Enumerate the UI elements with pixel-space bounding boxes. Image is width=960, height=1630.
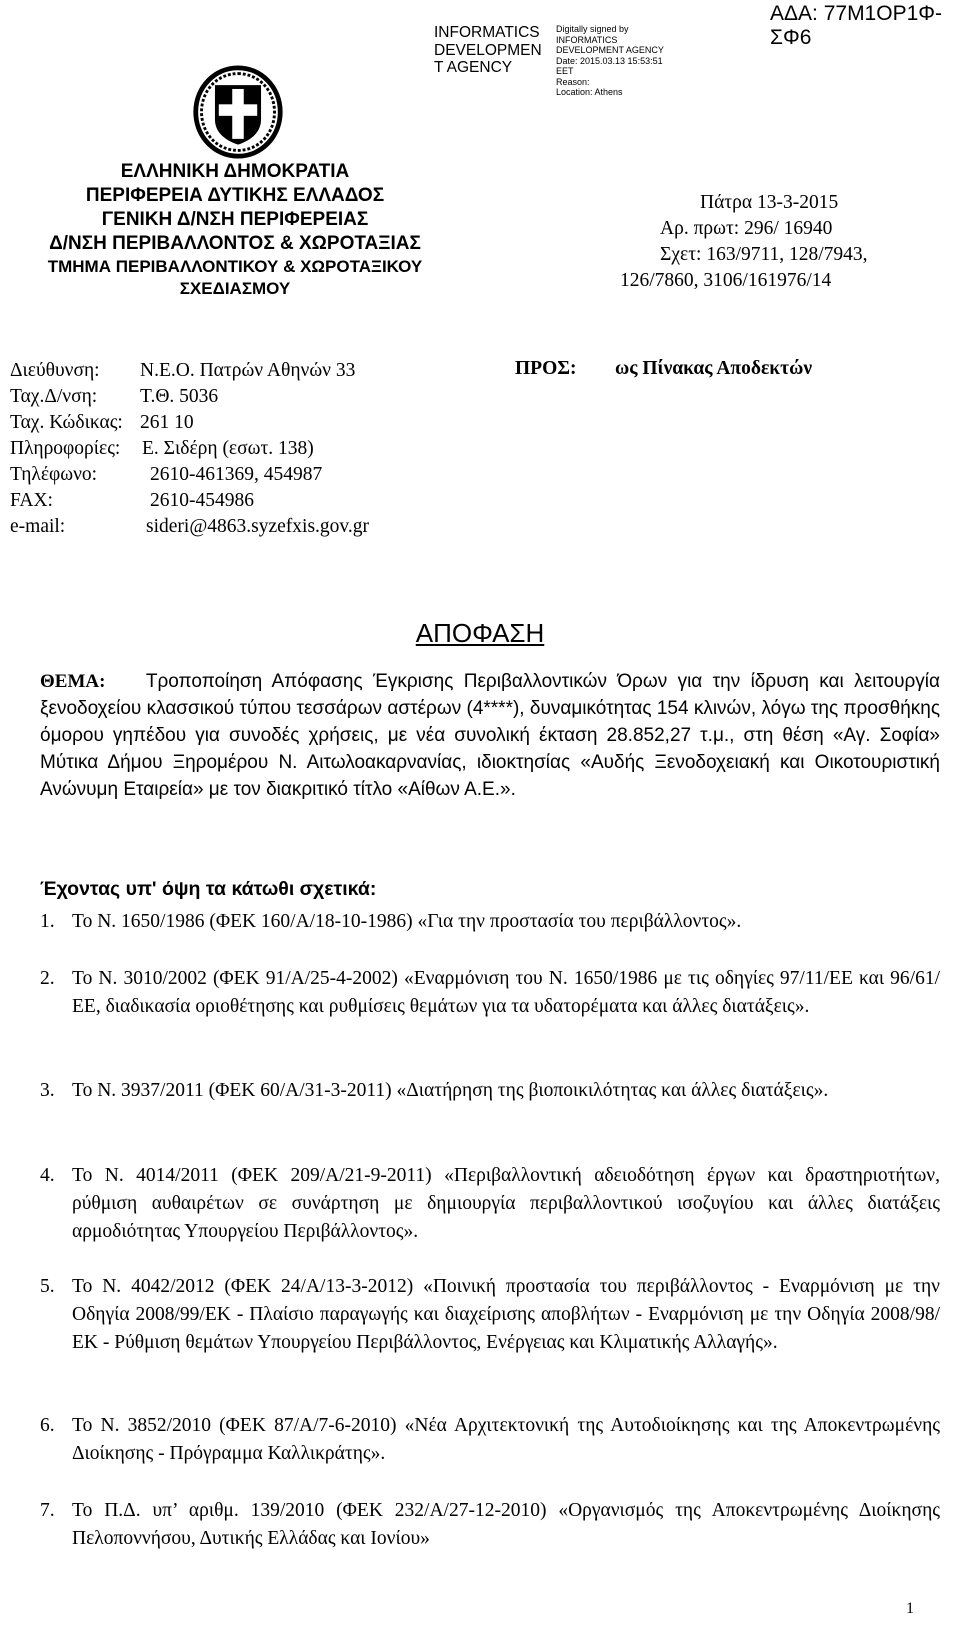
authority-line: ΓΕΝΙΚΗ Δ/ΝΣΗ ΠΕΡΙΦΕΡΕΙΑΣ [101,209,369,230]
authority-line: Δ/ΝΣΗ ΠΕΡΙΒΑΛΛΟΝΤΟΣ & ΧΩΡΟΤΑΞΙΑΣ [49,233,421,254]
list-item-number: 7. [40,1500,55,1521]
list-item-number: 4. [40,1165,55,1186]
signature-org-line: T AGENCY [434,59,513,76]
list-item [40,1273,940,1357]
issuing-authority [0,160,470,300]
considering-heading: Έχοντας υπ' όψη τα κάτωθι σχετικά: [40,878,377,900]
subject-text: Τροποποίηση Απόφασης Έγκρισης Περιβαλλοντικών Όρων για την ίδρυση και λειτουργία ξενοδοχείου κλασσικού τύπου τεσσάρων αστέρων (4****), δυναμικότητας 154 κλινών, λόγω της προσθήκης όμορου γηπέδου για συνοδές χρήσεις, με νέα συνολική έκταση 28.852,27 τ.μ., στη θέση «Αγ. Σοφία» Μύτικα Δήμου Ξηρομέρου Ν. Αιτωλοακαρνανίας, ιδιοκτησίας «Αυδής Ξενοδοχειακή και Οικοτουριστική Ανώνυμη Εταιρεία» με τον διακριτικό τίτλο «Αίθων Α.Ε.». [40,671,940,800]
list-item [40,1077,940,1105]
contact-value: 2610-461369, 454987 [150,464,323,485]
authority-line: ΤΜΗΜΑ ΠΕΡΙΒΑΛΛΟΝΤΙΚΟΥ & ΧΩΡΟΤΑΞΙΚΟΥ [47,257,423,276]
signature-detail-line: Reason: [556,76,590,87]
contact-label: Πληροφορίες: [10,438,121,459]
signature-detail-line: EET [556,66,574,76]
authority-line: ΣΧΕΔΙΑΣΜΟΥ [179,279,291,298]
recipient-label: ΠΡΟΣ: [515,358,577,379]
subject-paragraph [40,668,940,803]
authority-line: ΕΛΛΗΝΙΚΗ ΔΗΜΟΚΡΑΤΙΑ [120,161,350,182]
email-link[interactable]: sideri@4863.syzefxis.gov.gr [146,516,370,537]
list-item [40,908,940,936]
signature-detail-line: Digitally signed by [556,24,629,34]
contact-value: 261 10 [140,412,194,433]
ada-code: ΑΔΑ: 77Μ1ΟΡ1Φ-ΣΦ6 [770,2,943,49]
list-item [40,1497,940,1553]
protocol-number: Αρ. πρωτ: 296/ 16940 [660,218,833,239]
list-item-text: Το Ν. 4014/2011 (ΦΕΚ 209/Α/21-9-2011) «Περιβαλλοντική αδειοδότηση έργων και δραστηριοτήτων, ρύθμιση αυθαιρέτων σε συνάρτηση με δημιουργία περιβαλλοντικού ισοζυγίου και άλλες διατάξεις αρμοδιότητας Υπουργείου Περιβάλλοντος». [72,1165,940,1242]
signature-org-line: DEVELOPMEN [434,41,542,59]
list-item [40,1162,940,1246]
list-item-text: Το Ν. 1650/1986 (ΦΕΚ 160/Α/18-10-1986) «Για την προστασία του περιβάλλοντος». [72,911,742,932]
greek-emblem-icon [190,64,286,160]
contact-value: Ν.Ε.Ο. Πατρών Αθηνών 33 [140,360,356,381]
contact-label: FAX: [10,490,53,511]
list-item-number: 2. [40,968,55,989]
list-item-text: Το Π.Δ. υπ’ αριθμ. 139/2010 (ΦΕΚ 232/Α/27-12-2010) «Οργανισμός της Αποκεντρωμένης Διοίκησης Πελοποννήσου, Δυτικής Ελλάδας και Ιονίου» [72,1500,940,1549]
signature-detail-line: INFORMATICS [556,34,618,45]
contact-label: Ταχ. Κώδικας: [10,412,123,433]
list-item-number: 3. [40,1080,55,1101]
related-refs-continued: 126/7860, 3106/161976/14 [620,270,832,291]
list-item-text: Το Ν. 3937/2011 (ΦΕΚ 60/Α/31-3-2011) «Διατήρηση της βιοποικιλότητας και άλλες διατάξεις». [72,1080,829,1101]
contact-label: Ταχ.Δ/νση: [10,386,98,407]
signature-org [434,24,554,77]
decision-title: ΑΠΟΦΑΣΗ [415,618,545,648]
list-item [40,1412,940,1468]
page-number: 1 [906,1600,914,1617]
contact-label: e-mail: [10,516,66,537]
authority-line: ΠΕΡΙΦΕΡΕΙΑ ΔΥΤΙΚΗΣ ΕΛΛΑΔΟΣ [85,185,385,206]
signature-detail-line: DEVELOPMENT AGENCY [556,45,664,55]
signature-detail-line: Date: 2015.03.13 15:53:51 [556,55,663,66]
list-item-number: 6. [40,1415,55,1436]
signature-details [556,24,696,98]
list-item [40,965,940,1021]
contact-label: Τηλέφωνο: [10,464,98,485]
document-date: Πάτρα 13-3-2015 [700,192,839,213]
list-item-number: 5. [40,1276,55,1297]
contact-value: Ε. Σιδέρη (εσωτ. 138) [142,438,314,459]
list-item-text: Το Ν. 3852/2010 (ΦΕΚ 87/Α/7-6-2010) «Νέα Αρχιτεκτονική της Αυτοδιοίκησης και της Αποκεντρωμένης Διοίκησης - Πρόγραμμα Καλλικράτης». [72,1415,940,1464]
recipient-value: ως Πίνακας Αποδεκτών [615,358,813,379]
signature-org-line: INFORMATICS [434,24,540,41]
subject-label: ΘΕΜΑ: [40,671,106,692]
contact-label: Διεύθυνση: [10,360,100,381]
document-reference [620,190,956,294]
list-item-text: Το Ν. 4042/2012 (ΦΕΚ 24/Α/13-3-2012) «Ποινική προστασία του περιβάλλοντος - Εναρμόνιση με την Οδηγία 2008/99/ΕΚ - Πλαίσιο παραγωγής και διαχείρισης αποβλήτων - Εναρμόνιση με την Οδηγία 2008/98/ΕΚ - Ρύθμιση θεμάτων Υπουργείου Περιβάλλοντος, Ενέργειας και Κλιματικής Αλλαγής». [72,1276,940,1353]
related-refs: Σχετ: 163/9711, 128/7943, [660,244,868,265]
signature-detail-line: Location: Athens [556,87,623,97]
list-item-number: 1. [40,911,55,932]
contact-value: Τ.Θ. 5036 [140,386,219,407]
contact-value: 2610-454986 [150,490,254,511]
list-item-text: Το Ν. 3010/2002 (ΦΕΚ 91/Α/25-4-2002) «Εναρμόνιση του Ν. 1650/1986 με τις οδηγίες 97/11/ΕΕ και 96/61/ΕΕ, διαδικασία οριοθέτησης και ρυθμίσεις θεμάτων για τα υδατορέματα και άλλες διατάξεις». [72,968,940,1017]
